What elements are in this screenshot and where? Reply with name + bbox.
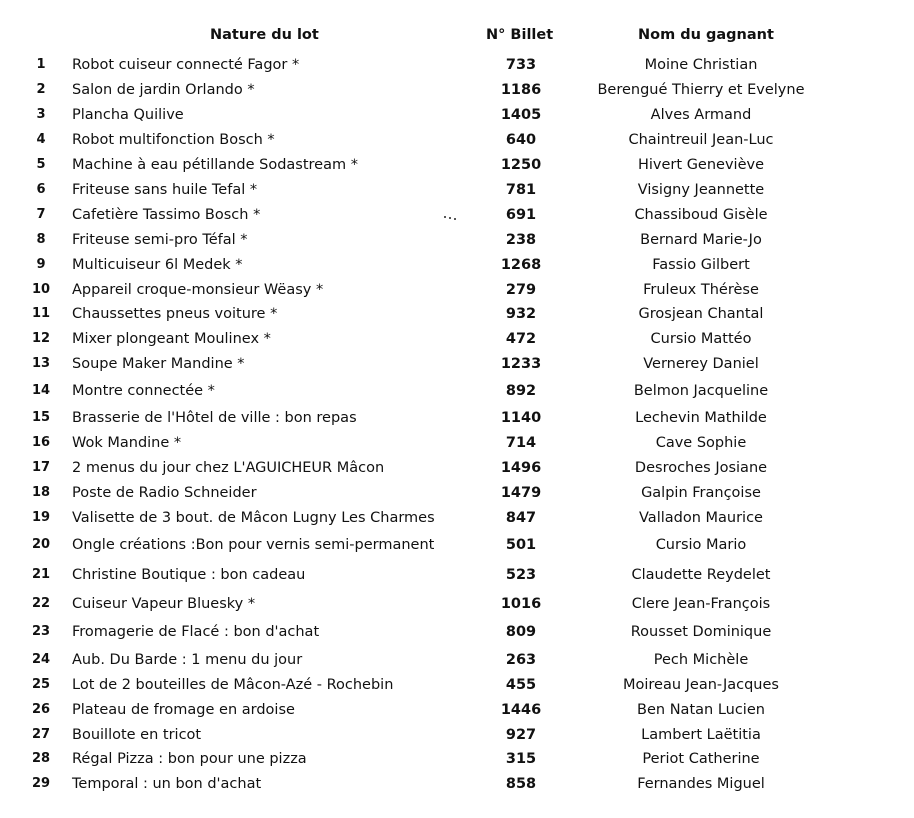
ticket-number: 279 bbox=[505, 282, 537, 298]
winner-name: Vernerey Daniel bbox=[643, 356, 759, 372]
row-number: 21 bbox=[31, 567, 51, 582]
row-number: 8 bbox=[36, 232, 46, 247]
winner-name: Alves Armand bbox=[650, 107, 752, 123]
row-number: 10 bbox=[31, 282, 51, 297]
ticket-number: 691 bbox=[505, 207, 537, 223]
winner-name: Lechevin Mathilde bbox=[635, 410, 767, 426]
header-nature-du-lot: Nature du lot bbox=[210, 27, 319, 43]
winner-name: Fruleux Thérèse bbox=[643, 282, 759, 298]
lot-name: Cuiseur Vapeur Bluesky * bbox=[72, 596, 256, 612]
ticket-number: 1140 bbox=[500, 410, 542, 426]
row-number: 20 bbox=[31, 537, 51, 552]
lot-name: Valisette de 3 bout. de Mâcon Lugny Les Charmes bbox=[72, 510, 435, 526]
lot-name: Salon de jardin Orlando * bbox=[72, 82, 255, 98]
winner-name: Chaintreuil Jean-Luc bbox=[628, 132, 774, 148]
winner-name: Grosjean Chantal bbox=[638, 306, 764, 322]
winner-name: Periot Catherine bbox=[642, 751, 760, 767]
ticket-number: 238 bbox=[505, 232, 537, 248]
row-number: 3 bbox=[36, 107, 46, 122]
winner-name: Lambert Laëtitia bbox=[641, 727, 761, 743]
winner-name: Berengué Thierry et Evelyne bbox=[597, 82, 805, 98]
lot-name: Robot cuiseur connecté Fagor * bbox=[72, 57, 300, 73]
lot-name: Plancha Quilive bbox=[72, 107, 184, 123]
ticket-number: 733 bbox=[505, 57, 537, 73]
lot-name: Ongle créations :Bon pour vernis semi-permanent bbox=[72, 537, 435, 553]
winner-name: Fassio Gilbert bbox=[652, 257, 750, 273]
scan-speck bbox=[444, 216, 458, 220]
winner-name: Desroches Josiane bbox=[634, 460, 768, 476]
winner-name: Fernandes Miguel bbox=[637, 776, 765, 792]
ticket-number: 1405 bbox=[500, 107, 542, 123]
lot-name: Christine Boutique : bon cadeau bbox=[72, 567, 306, 583]
winner-name: Clere Jean-François bbox=[631, 596, 771, 612]
winner-name: Rousset Dominique bbox=[630, 624, 772, 640]
winner-name: Ben Natan Lucien bbox=[637, 702, 765, 718]
winner-name: Valladon Maurice bbox=[639, 510, 763, 526]
lot-name: Soupe Maker Mandine * bbox=[72, 356, 245, 372]
ticket-number: 315 bbox=[505, 751, 537, 767]
ticket-number: 1016 bbox=[500, 596, 542, 612]
ticket-number: 1268 bbox=[500, 257, 542, 273]
row-number: 27 bbox=[31, 727, 51, 742]
lot-name: Mixer plongeant Moulinex * bbox=[72, 331, 271, 347]
row-number: 16 bbox=[31, 435, 51, 450]
header-nom-du-gagnant: Nom du gagnant bbox=[638, 27, 774, 43]
winner-name: Moine Christian bbox=[644, 57, 758, 73]
winner-name: Cave Sophie bbox=[655, 435, 747, 451]
ticket-number: 1446 bbox=[500, 702, 542, 718]
row-number: 12 bbox=[31, 331, 51, 346]
lot-name: Bouillote en tricot bbox=[72, 727, 202, 743]
lot-name: Régal Pizza : bon pour une pizza bbox=[72, 751, 307, 767]
ticket-number: 501 bbox=[505, 537, 537, 553]
winner-name: Visigny Jeannette bbox=[637, 182, 765, 198]
lot-name: 2 menus du jour chez L'AGUICHEUR Mâcon bbox=[72, 460, 385, 476]
header-numero-billet: N° Billet bbox=[486, 27, 554, 43]
ticket-number: 1250 bbox=[500, 157, 542, 173]
row-number: 18 bbox=[31, 485, 51, 500]
row-number: 6 bbox=[36, 182, 46, 197]
winner-name: Chassiboud Gisèle bbox=[634, 207, 768, 223]
lot-name: Multicuiseur 6l Medek * bbox=[72, 257, 243, 273]
row-number: 28 bbox=[31, 751, 51, 766]
ticket-number: 263 bbox=[505, 652, 537, 668]
ticket-number: 1233 bbox=[500, 356, 542, 372]
winner-name: Moireau Jean-Jacques bbox=[623, 677, 779, 693]
row-number: 5 bbox=[36, 157, 46, 172]
winner-name: Belmon Jacqueline bbox=[633, 383, 769, 399]
row-number: 22 bbox=[31, 596, 51, 611]
lot-name: Chaussettes pneus voiture * bbox=[72, 306, 278, 322]
lot-name: Montre connectée * bbox=[72, 383, 215, 399]
lot-name: Cafetière Tassimo Bosch * bbox=[72, 207, 261, 223]
lot-name: Poste de Radio Schneider bbox=[72, 485, 257, 501]
row-number: 26 bbox=[31, 702, 51, 717]
lot-name: Robot multifonction Bosch * bbox=[72, 132, 275, 148]
row-number: 24 bbox=[31, 652, 51, 667]
lot-name: Lot de 2 bouteilles de Mâcon-Azé - Rochebin bbox=[72, 677, 394, 693]
row-number: 17 bbox=[31, 460, 51, 475]
row-number: 1 bbox=[36, 57, 46, 72]
ticket-number: 1479 bbox=[500, 485, 542, 501]
row-number: 4 bbox=[36, 132, 46, 147]
row-number: 9 bbox=[36, 257, 46, 272]
row-number: 2 bbox=[36, 82, 46, 97]
lot-name: Friteuse sans huile Tefal * bbox=[72, 182, 258, 198]
ticket-number: 523 bbox=[505, 567, 537, 583]
row-number: 13 bbox=[31, 356, 51, 371]
ticket-number: 455 bbox=[505, 677, 537, 693]
row-number: 7 bbox=[36, 207, 46, 222]
lot-name: Machine à eau pétillande Sodastream * bbox=[72, 157, 358, 173]
ticket-number: 714 bbox=[505, 435, 537, 451]
row-number: 14 bbox=[31, 383, 51, 398]
winner-name: Cursio Mario bbox=[655, 537, 747, 553]
ticket-number: 809 bbox=[505, 624, 537, 640]
winner-name: Pech Michèle bbox=[653, 652, 749, 668]
row-number: 11 bbox=[31, 306, 51, 321]
ticket-number: 781 bbox=[505, 182, 537, 198]
winner-name: Claudette Reydelet bbox=[631, 567, 771, 583]
lot-name: Aub. Du Barde : 1 menu du jour bbox=[72, 652, 303, 668]
row-number: 15 bbox=[31, 410, 51, 425]
lot-name: Appareil croque-monsieur Wëasy * bbox=[72, 282, 324, 298]
winner-name: Hivert Geneviève bbox=[638, 157, 764, 173]
lot-name: Brasserie de l'Hôtel de ville : bon repas bbox=[72, 410, 357, 426]
ticket-number: 932 bbox=[505, 306, 537, 322]
row-number: 23 bbox=[31, 624, 51, 639]
ticket-number: 892 bbox=[505, 383, 537, 399]
row-number: 29 bbox=[31, 776, 51, 791]
ticket-number: 858 bbox=[505, 776, 537, 792]
winner-name: Galpin Françoise bbox=[641, 485, 761, 501]
lot-name: Wok Mandine * bbox=[72, 435, 182, 451]
ticket-number: 927 bbox=[505, 727, 537, 743]
lot-name: Plateau de fromage en ardoise bbox=[72, 702, 295, 718]
row-number: 19 bbox=[31, 510, 51, 525]
ticket-number: 472 bbox=[505, 331, 537, 347]
ticket-number: 640 bbox=[505, 132, 537, 148]
ticket-number: 847 bbox=[505, 510, 537, 526]
winner-name: Bernard Marie-Jo bbox=[640, 232, 762, 248]
ticket-number: 1496 bbox=[500, 460, 542, 476]
row-number: 25 bbox=[31, 677, 51, 692]
lot-name: Friteuse semi-pro Téfal * bbox=[72, 232, 248, 248]
lot-name: Fromagerie de Flacé : bon d'achat bbox=[72, 624, 320, 640]
winner-name: Cursio Mattéo bbox=[650, 331, 752, 347]
lot-name: Temporal : un bon d'achat bbox=[72, 776, 262, 792]
ticket-number: 1186 bbox=[500, 82, 542, 98]
